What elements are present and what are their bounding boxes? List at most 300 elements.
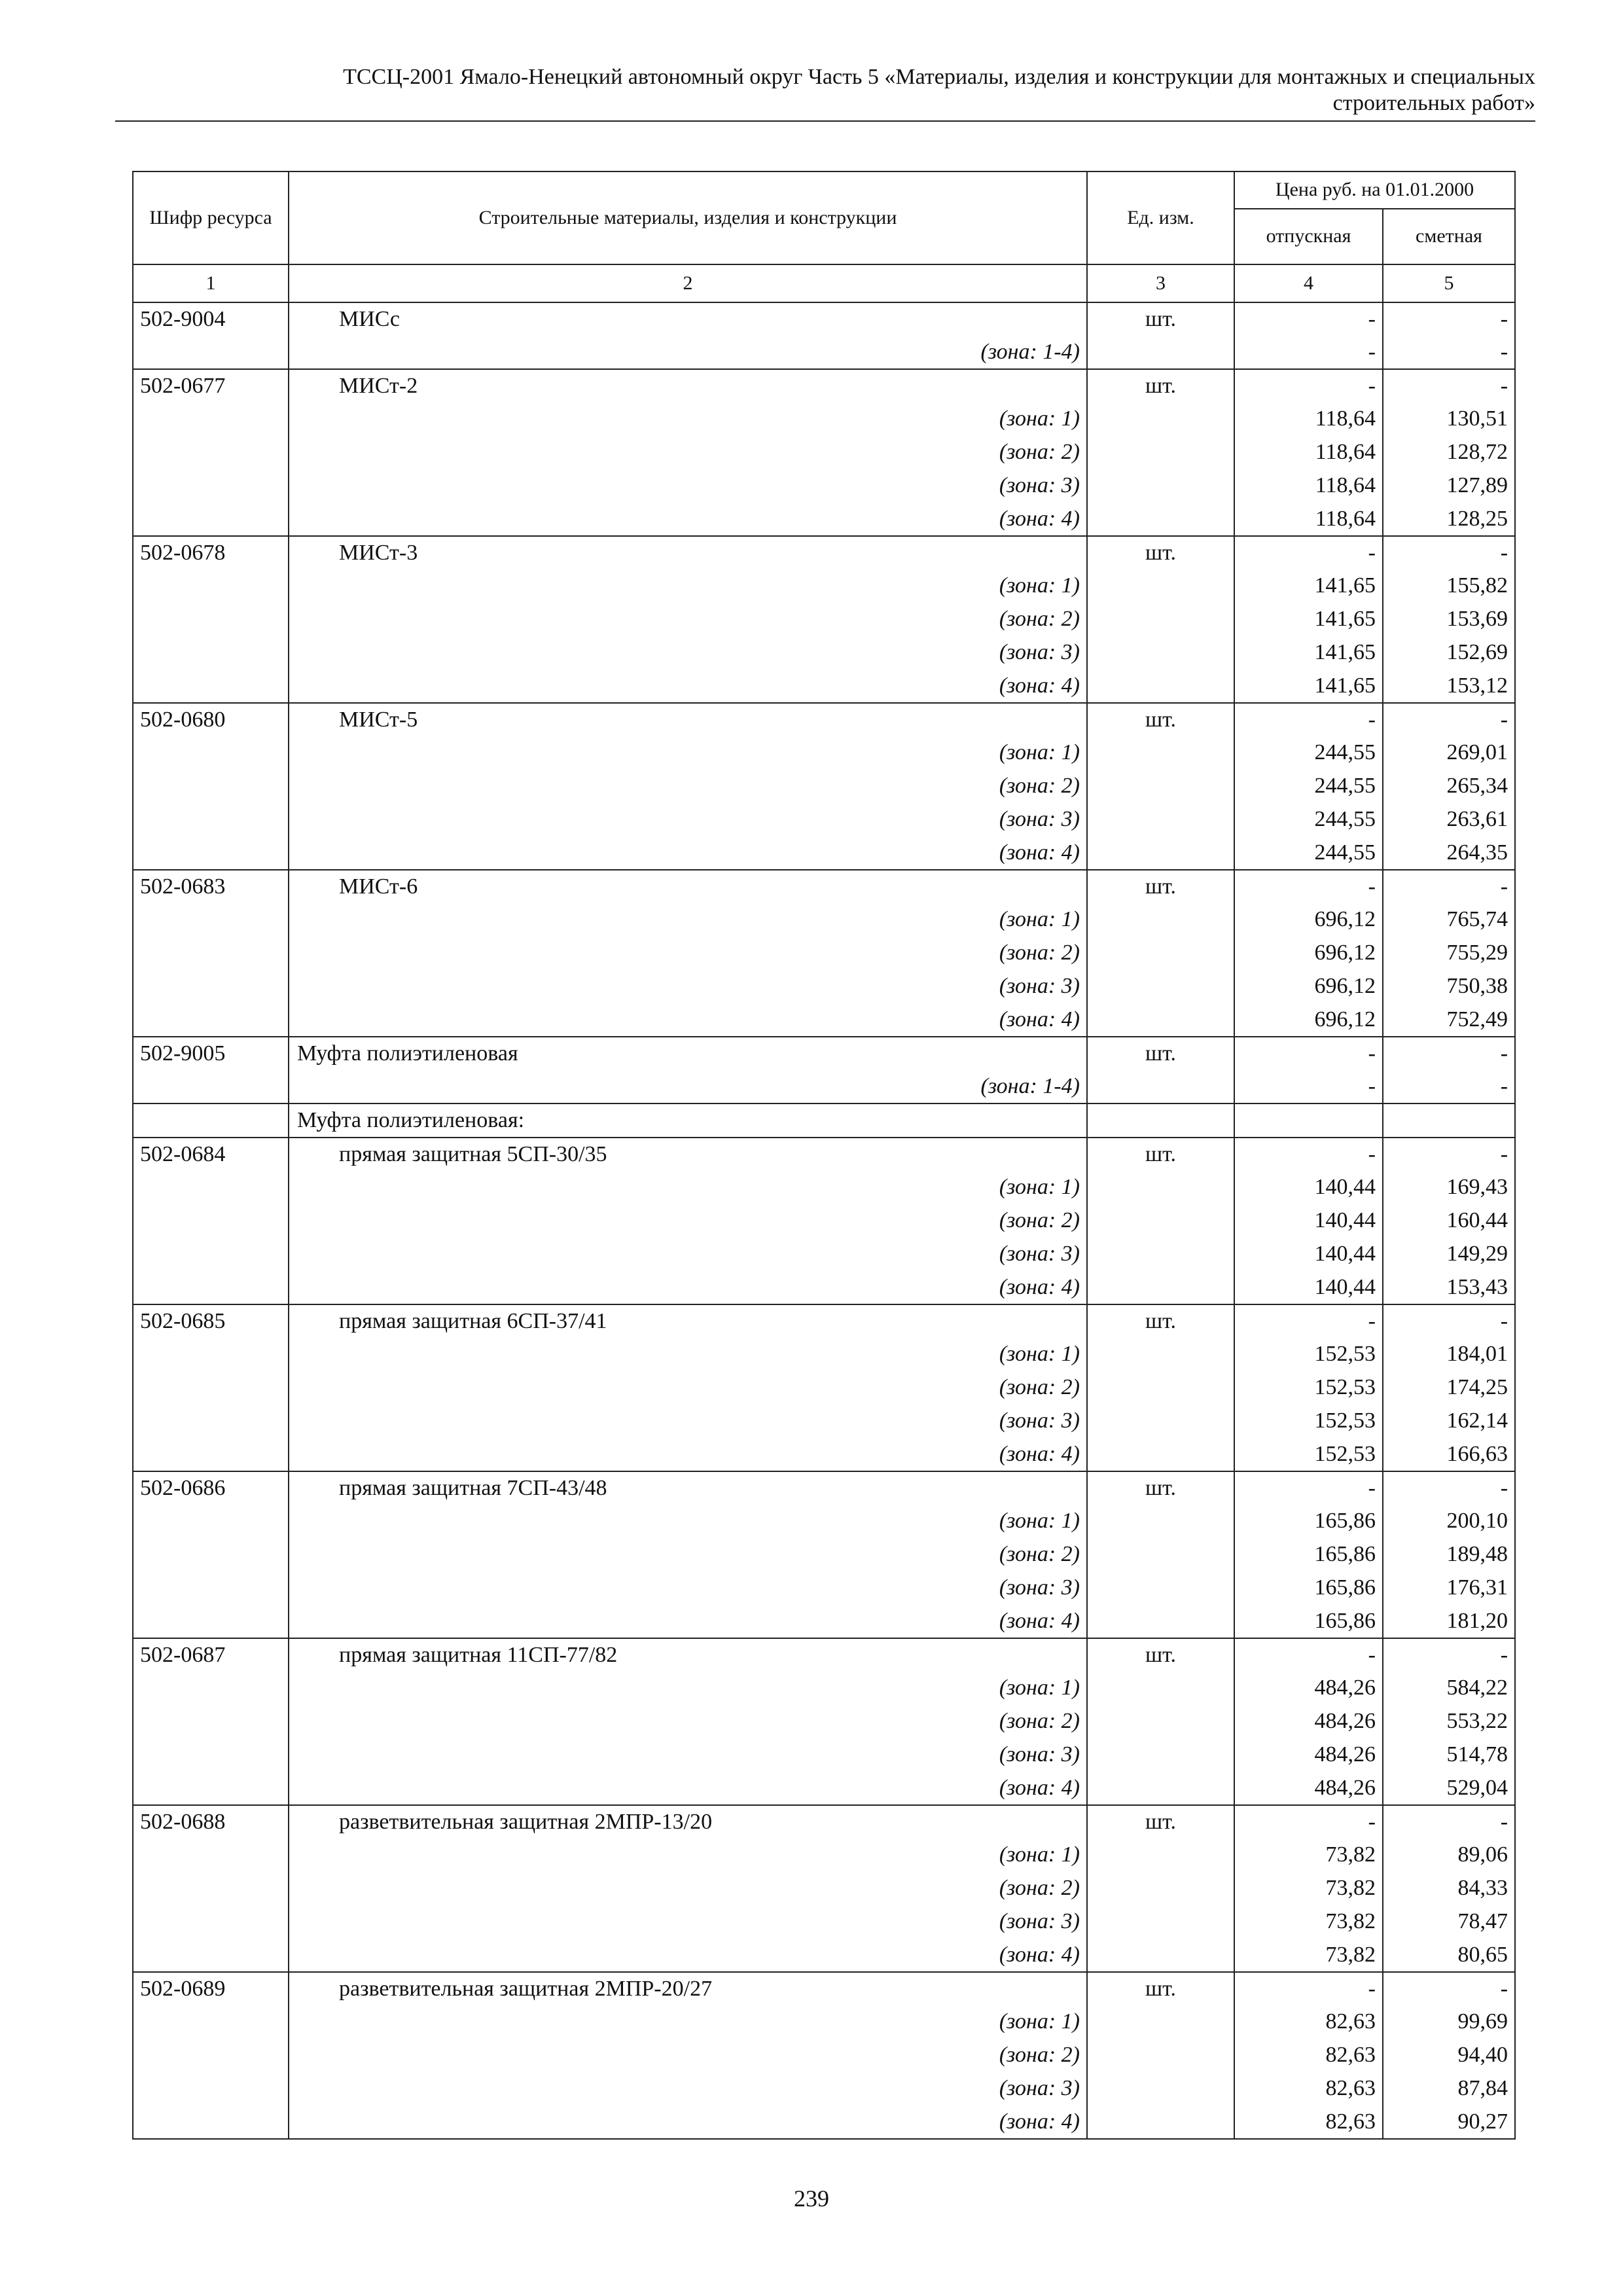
unit-cell: шт.: [1087, 870, 1234, 903]
unit-cell: [1087, 1338, 1234, 1371]
estimate-price-cell: 755,29: [1383, 937, 1515, 970]
release-price-cell: 82,63: [1234, 2106, 1383, 2139]
code-cell: [133, 1571, 289, 1605]
col-number: 5: [1383, 264, 1515, 302]
release-price-cell: -: [1234, 1304, 1383, 1338]
unit-cell: [1087, 970, 1234, 1003]
unit-cell: [1087, 1672, 1234, 1705]
release-price-cell: 73,82: [1234, 1872, 1383, 1905]
price-table: [132, 171, 1516, 2140]
unit-cell: [1087, 2005, 1234, 2039]
zone-label: (зона: 2): [289, 2039, 1087, 2072]
code-cell: [133, 1872, 289, 1905]
zone-row: [133, 636, 1515, 670]
zone-label: (зона: 3): [289, 803, 1087, 836]
zone-row: [133, 1238, 1515, 1271]
code-cell: [133, 2106, 289, 2139]
resource-code: 502-0683: [133, 870, 289, 903]
code-cell: [133, 1405, 289, 1438]
code-cell: [133, 1738, 289, 1772]
unit-cell: [1087, 2106, 1234, 2139]
zone-label: (зона: 2): [289, 1705, 1087, 1738]
unit-cell: [1087, 1238, 1234, 1271]
col-name-header: Строительные материалы, изделия и конструкции: [289, 171, 1087, 264]
zone-label: (зона: 2): [289, 436, 1087, 469]
material-name: прямая защитная 7СП-43/48: [289, 1471, 1087, 1505]
release-price-cell: [1234, 1103, 1383, 1138]
release-price-cell: 484,26: [1234, 1772, 1383, 1805]
unit-cell: [1087, 1872, 1234, 1905]
table-row: [133, 536, 1515, 569]
estimate-price-cell: 169,43: [1383, 1171, 1515, 1204]
release-price-cell: -: [1234, 1037, 1383, 1070]
zone-label: (зона: 3): [289, 1238, 1087, 1271]
code-cell: [133, 1505, 289, 1538]
zone-row: [133, 1571, 1515, 1605]
code-cell: [133, 1438, 289, 1471]
release-price-cell: 140,44: [1234, 1238, 1383, 1271]
release-price-cell: 152,53: [1234, 1338, 1383, 1371]
unit-cell: шт.: [1087, 536, 1234, 569]
zone-row: [133, 1070, 1515, 1103]
unit-cell: [1087, 736, 1234, 770]
estimate-price-cell: -: [1383, 1471, 1515, 1505]
table-row: [133, 703, 1515, 736]
release-price-cell: -: [1234, 870, 1383, 903]
col-release-header: отпускная: [1234, 209, 1383, 264]
estimate-price-cell: 149,29: [1383, 1238, 1515, 1271]
zone-row: [133, 1405, 1515, 1438]
release-price-cell: 165,86: [1234, 1538, 1383, 1571]
release-price-cell: -: [1234, 1471, 1383, 1505]
unit-cell: [1087, 1171, 1234, 1204]
release-price-cell: 244,55: [1234, 736, 1383, 770]
release-price-cell: 140,44: [1234, 1204, 1383, 1238]
zone-row: [133, 1939, 1515, 1972]
estimate-price-cell: 184,01: [1383, 1338, 1515, 1371]
release-price-cell: 152,53: [1234, 1438, 1383, 1471]
col-number: 2: [289, 264, 1087, 302]
estimate-price-cell: 130,51: [1383, 403, 1515, 436]
zone-row: [133, 903, 1515, 937]
unit-cell: [1087, 1505, 1234, 1538]
zone-row: [133, 1271, 1515, 1304]
zone-label: (зона: 2): [289, 937, 1087, 970]
zone-row: [133, 1772, 1515, 1805]
estimate-price-cell: 84,33: [1383, 1872, 1515, 1905]
unit-cell: шт.: [1087, 1805, 1234, 1839]
code-cell: [133, 670, 289, 703]
zone-row: [133, 736, 1515, 770]
unit-cell: [1087, 1070, 1234, 1103]
running-header: [115, 64, 1535, 117]
zone-label: (зона: 4): [289, 1003, 1087, 1037]
table-row: [133, 1138, 1515, 1171]
zone-row: [133, 1872, 1515, 1905]
resource-code: 502-0688: [133, 1805, 289, 1839]
table-row: [133, 1805, 1515, 1839]
estimate-price-cell: -: [1383, 1138, 1515, 1171]
estimate-price-cell: 166,63: [1383, 1438, 1515, 1471]
release-price-cell: 696,12: [1234, 937, 1383, 970]
zone-label: (зона: 1): [289, 1505, 1087, 1538]
release-price-cell: 696,12: [1234, 1003, 1383, 1037]
estimate-price-cell: 264,35: [1383, 836, 1515, 870]
zone-row: [133, 1505, 1515, 1538]
release-price-cell: -: [1234, 1805, 1383, 1839]
code-cell: [133, 736, 289, 770]
estimate-price-cell: 265,34: [1383, 770, 1515, 803]
zone-label: (зона: 1): [289, 1839, 1087, 1872]
material-name: прямая защитная 11СП-77/82: [289, 1638, 1087, 1672]
zone-row: [133, 1204, 1515, 1238]
zone-row: [133, 1171, 1515, 1204]
code-cell: [133, 937, 289, 970]
code-cell: [133, 903, 289, 937]
estimate-price-cell: 153,69: [1383, 603, 1515, 636]
release-price-cell: -: [1234, 703, 1383, 736]
zone-row: [133, 2072, 1515, 2106]
code-cell: [133, 1204, 289, 1238]
zone-label: (зона: 3): [289, 636, 1087, 670]
page-number: 239: [794, 2185, 829, 2212]
table-row: [133, 369, 1515, 403]
material-name: прямая защитная 5СП-30/35: [289, 1138, 1087, 1171]
code-cell: [133, 336, 289, 369]
zone-label: (зона: 2): [289, 1538, 1087, 1571]
resource-code: 502-0689: [133, 1972, 289, 2005]
estimate-price-cell: -: [1383, 302, 1515, 336]
resource-code: 502-0680: [133, 703, 289, 736]
col-code-header: Шифр ресурса: [133, 171, 289, 264]
header-rule: [115, 120, 1535, 122]
zone-label: (зона: 3): [289, 970, 1087, 1003]
estimate-price-cell: 87,84: [1383, 2072, 1515, 2106]
unit-cell: шт.: [1087, 1138, 1234, 1171]
estimate-price-cell: -: [1383, 336, 1515, 369]
code-cell: [133, 2072, 289, 2106]
estimate-price-cell: 152,69: [1383, 636, 1515, 670]
estimate-price-cell: 80,65: [1383, 1939, 1515, 1972]
estimate-price-cell: -: [1383, 1638, 1515, 1672]
zone-label: (зона: 2): [289, 1371, 1087, 1405]
estimate-price-cell: 514,78: [1383, 1738, 1515, 1772]
code-cell: [133, 803, 289, 836]
code-cell: [133, 1371, 289, 1405]
estimate-price-cell: -: [1383, 536, 1515, 569]
estimate-price-cell: -: [1383, 1037, 1515, 1070]
zone-row: [133, 1538, 1515, 1571]
zone-row: [133, 1839, 1515, 1872]
unit-cell: [1087, 1605, 1234, 1638]
release-price-cell: -: [1234, 1638, 1383, 1672]
code-cell: [133, 1103, 289, 1138]
unit-cell: шт.: [1087, 1304, 1234, 1338]
code-cell: [133, 603, 289, 636]
release-price-cell: 165,86: [1234, 1605, 1383, 1638]
estimate-price-cell: -: [1383, 1304, 1515, 1338]
estimate-price-cell: 155,82: [1383, 569, 1515, 603]
code-cell: [133, 503, 289, 536]
estimate-price-cell: 160,44: [1383, 1204, 1515, 1238]
estimate-price-cell: 153,12: [1383, 670, 1515, 703]
unit-cell: шт.: [1087, 1471, 1234, 1505]
resource-code: 502-0677: [133, 369, 289, 403]
unit-cell: шт.: [1087, 369, 1234, 403]
zone-label: (зона: 3): [289, 1738, 1087, 1772]
code-cell: [133, 1605, 289, 1638]
zone-label: (зона: 1): [289, 1672, 1087, 1705]
release-price-cell: -: [1234, 1138, 1383, 1171]
material-name: прямая защитная 6СП-37/41: [289, 1304, 1087, 1338]
zone-row: [133, 1438, 1515, 1471]
code-cell: [133, 1538, 289, 1571]
estimate-price-cell: 200,10: [1383, 1505, 1515, 1538]
zone-label: (зона: 4): [289, 2106, 1087, 2139]
release-price-cell: 484,26: [1234, 1738, 1383, 1772]
unit-cell: [1087, 503, 1234, 536]
release-price-cell: 165,86: [1234, 1505, 1383, 1538]
estimate-price-cell: 750,38: [1383, 970, 1515, 1003]
estimate-price-cell: 263,61: [1383, 803, 1515, 836]
code-cell: [133, 970, 289, 1003]
zone-label: (зона: 1): [289, 1171, 1087, 1204]
zone-label: (зона: 1-4): [289, 1070, 1087, 1103]
col-number: 3: [1087, 264, 1234, 302]
unit-cell: [1087, 2072, 1234, 2106]
zone-row: [133, 1338, 1515, 1371]
estimate-price-cell: -: [1383, 870, 1515, 903]
table-row: [133, 1037, 1515, 1070]
estimate-price-cell: 584,22: [1383, 1672, 1515, 1705]
estimate-price-cell: 174,25: [1383, 1371, 1515, 1405]
resource-code: 502-0678: [133, 536, 289, 569]
unit-cell: [1087, 1371, 1234, 1405]
release-price-cell: 73,82: [1234, 1939, 1383, 1972]
unit-cell: [1087, 1204, 1234, 1238]
release-price-cell: 140,44: [1234, 1171, 1383, 1204]
zone-row: [133, 836, 1515, 870]
estimate-price-cell: 128,72: [1383, 436, 1515, 469]
table-row: [133, 1972, 1515, 2005]
unit-cell: [1087, 1271, 1234, 1304]
table-row: [133, 1304, 1515, 1338]
zone-row: [133, 1705, 1515, 1738]
material-name: МИСт-3: [289, 536, 1087, 569]
col-estimate-header: сметная: [1383, 209, 1515, 264]
release-price-cell: 696,12: [1234, 970, 1383, 1003]
estimate-price-cell: 765,74: [1383, 903, 1515, 937]
code-cell: [133, 1070, 289, 1103]
unit-cell: [1087, 1003, 1234, 1037]
estimate-price-cell: 128,25: [1383, 503, 1515, 536]
zone-label: (зона: 4): [289, 836, 1087, 870]
unit-cell: [1087, 436, 1234, 469]
table-section-heading: [133, 1103, 1515, 1138]
zone-row: [133, 1371, 1515, 1405]
zone-row: [133, 336, 1515, 369]
unit-cell: [1087, 403, 1234, 436]
estimate-price-cell: 162,14: [1383, 1405, 1515, 1438]
material-name: Муфта полиэтиленовая: [289, 1037, 1087, 1070]
release-price-cell: 141,65: [1234, 603, 1383, 636]
code-cell: [133, 1238, 289, 1271]
resource-code: 502-9005: [133, 1037, 289, 1070]
zone-row: [133, 2005, 1515, 2039]
estimate-price-cell: 89,06: [1383, 1839, 1515, 1872]
material-name: разветвительная защитная 2МПР-20/27: [289, 1972, 1087, 2005]
zone-row: [133, 970, 1515, 1003]
zone-label: (зона: 1): [289, 1338, 1087, 1371]
zone-label: (зона: 2): [289, 603, 1087, 636]
zone-row: [133, 1003, 1515, 1037]
unit-cell: [1087, 636, 1234, 670]
unit-cell: [1087, 569, 1234, 603]
unit-cell: шт.: [1087, 703, 1234, 736]
code-cell: [133, 2005, 289, 2039]
unit-cell: шт.: [1087, 302, 1234, 336]
release-price-cell: 73,82: [1234, 1905, 1383, 1939]
table-row: [133, 302, 1515, 336]
col-number: 1: [133, 264, 289, 302]
release-price-cell: 244,55: [1234, 770, 1383, 803]
zone-row: [133, 1738, 1515, 1772]
unit-cell: шт.: [1087, 1638, 1234, 1672]
code-cell: [133, 1672, 289, 1705]
zone-label: (зона: 2): [289, 1872, 1087, 1905]
estimate-price-cell: 529,04: [1383, 1772, 1515, 1805]
release-price-cell: 82,63: [1234, 2005, 1383, 2039]
table-row: [133, 1471, 1515, 1505]
release-price-cell: 118,64: [1234, 436, 1383, 469]
material-name: МИСт-5: [289, 703, 1087, 736]
code-cell: [133, 1338, 289, 1371]
code-cell: [133, 636, 289, 670]
resource-code: 502-0684: [133, 1138, 289, 1171]
zone-label: (зона: 3): [289, 1405, 1087, 1438]
release-price-cell: 118,64: [1234, 403, 1383, 436]
release-price-cell: 484,26: [1234, 1705, 1383, 1738]
material-name: МИСт-2: [289, 369, 1087, 403]
zone-row: [133, 670, 1515, 703]
code-cell: [133, 436, 289, 469]
release-price-cell: 696,12: [1234, 903, 1383, 937]
unit-cell: шт.: [1087, 1037, 1234, 1070]
resource-code: 502-9004: [133, 302, 289, 336]
zone-label: (зона: 4): [289, 1772, 1087, 1805]
code-cell: [133, 1705, 289, 1738]
release-price-cell: 73,82: [1234, 1839, 1383, 1872]
running-header-line1: ТССЦ-2001 Ямало-Ненецкий автономный округ Часть 5 «Материалы, изделия и конструкции для монтажных и специальных: [343, 65, 1535, 89]
resource-code: 502-0687: [133, 1638, 289, 1672]
estimate-price-cell: 78,47: [1383, 1905, 1515, 1939]
estimate-price-cell: 176,31: [1383, 1571, 1515, 1605]
code-cell: [133, 1271, 289, 1304]
zone-row: [133, 469, 1515, 503]
release-price-cell: 141,65: [1234, 569, 1383, 603]
estimate-price-cell: -: [1383, 369, 1515, 403]
unit-cell: [1087, 1772, 1234, 1805]
release-price-cell: -: [1234, 536, 1383, 569]
zone-label: (зона: 1): [289, 2005, 1087, 2039]
estimate-price-cell: 99,69: [1383, 2005, 1515, 2039]
code-cell: [133, 1772, 289, 1805]
code-cell: [133, 469, 289, 503]
unit-cell: [1087, 1705, 1234, 1738]
code-cell: [133, 1905, 289, 1939]
release-price-cell: 152,53: [1234, 1371, 1383, 1405]
release-price-cell: 140,44: [1234, 1271, 1383, 1304]
unit-cell: [1087, 1438, 1234, 1471]
release-price-cell: 82,63: [1234, 2072, 1383, 2106]
zone-row: [133, 770, 1515, 803]
release-price-cell: -: [1234, 1972, 1383, 2005]
unit-cell: [1087, 937, 1234, 970]
zone-row: [133, 803, 1515, 836]
release-price-cell: 118,64: [1234, 469, 1383, 503]
unit-cell: [1087, 1538, 1234, 1571]
unit-cell: [1087, 469, 1234, 503]
estimate-price-cell: 90,27: [1383, 2106, 1515, 2139]
zone-label: (зона: 3): [289, 2072, 1087, 2106]
resource-code: 502-0685: [133, 1304, 289, 1338]
zone-row: [133, 436, 1515, 469]
zone-row: [133, 1672, 1515, 1705]
unit-cell: [1087, 2039, 1234, 2072]
unit-cell: [1087, 903, 1234, 937]
code-cell: [133, 2039, 289, 2072]
estimate-price-cell: -: [1383, 1972, 1515, 2005]
resource-code: 502-0686: [133, 1471, 289, 1505]
section-heading-text: Муфта полиэтиленовая:: [289, 1103, 1087, 1138]
release-price-cell: 141,65: [1234, 670, 1383, 703]
estimate-price-cell: -: [1383, 703, 1515, 736]
zone-label: (зона: 3): [289, 1905, 1087, 1939]
zone-row: [133, 503, 1515, 536]
code-cell: [133, 569, 289, 603]
zone-row: [133, 1905, 1515, 1939]
zone-row: [133, 2106, 1515, 2139]
zone-label: (зона: 1): [289, 403, 1087, 436]
zone-label: (зона: 3): [289, 1571, 1087, 1605]
unit-cell: [1087, 1738, 1234, 1772]
estimate-price-cell: 127,89: [1383, 469, 1515, 503]
zone-label: (зона: 2): [289, 1204, 1087, 1238]
zone-label: (зона: 4): [289, 1271, 1087, 1304]
estimate-price-cell: 553,22: [1383, 1705, 1515, 1738]
unit-cell: [1087, 1405, 1234, 1438]
estimate-price-cell: -: [1383, 1070, 1515, 1103]
release-price-cell: 152,53: [1234, 1405, 1383, 1438]
estimate-price-cell: 189,48: [1383, 1538, 1515, 1571]
estimate-price-cell: 181,20: [1383, 1605, 1515, 1638]
running-header-line2: строительных работ»: [1332, 91, 1535, 115]
unit-cell: [1087, 1939, 1234, 1972]
zone-label: (зона: 4): [289, 670, 1087, 703]
material-name: МИСс: [289, 302, 1087, 336]
zone-row: [133, 603, 1515, 636]
code-cell: [133, 1171, 289, 1204]
release-price-cell: -: [1234, 1070, 1383, 1103]
col-unit-header: Ед. изм.: [1087, 171, 1234, 264]
release-price-cell: 484,26: [1234, 1672, 1383, 1705]
unit-cell: [1087, 336, 1234, 369]
code-cell: [133, 1003, 289, 1037]
table-row: [133, 870, 1515, 903]
unit-cell: [1087, 603, 1234, 636]
unit-cell: шт.: [1087, 1972, 1234, 2005]
unit-cell: [1087, 836, 1234, 870]
